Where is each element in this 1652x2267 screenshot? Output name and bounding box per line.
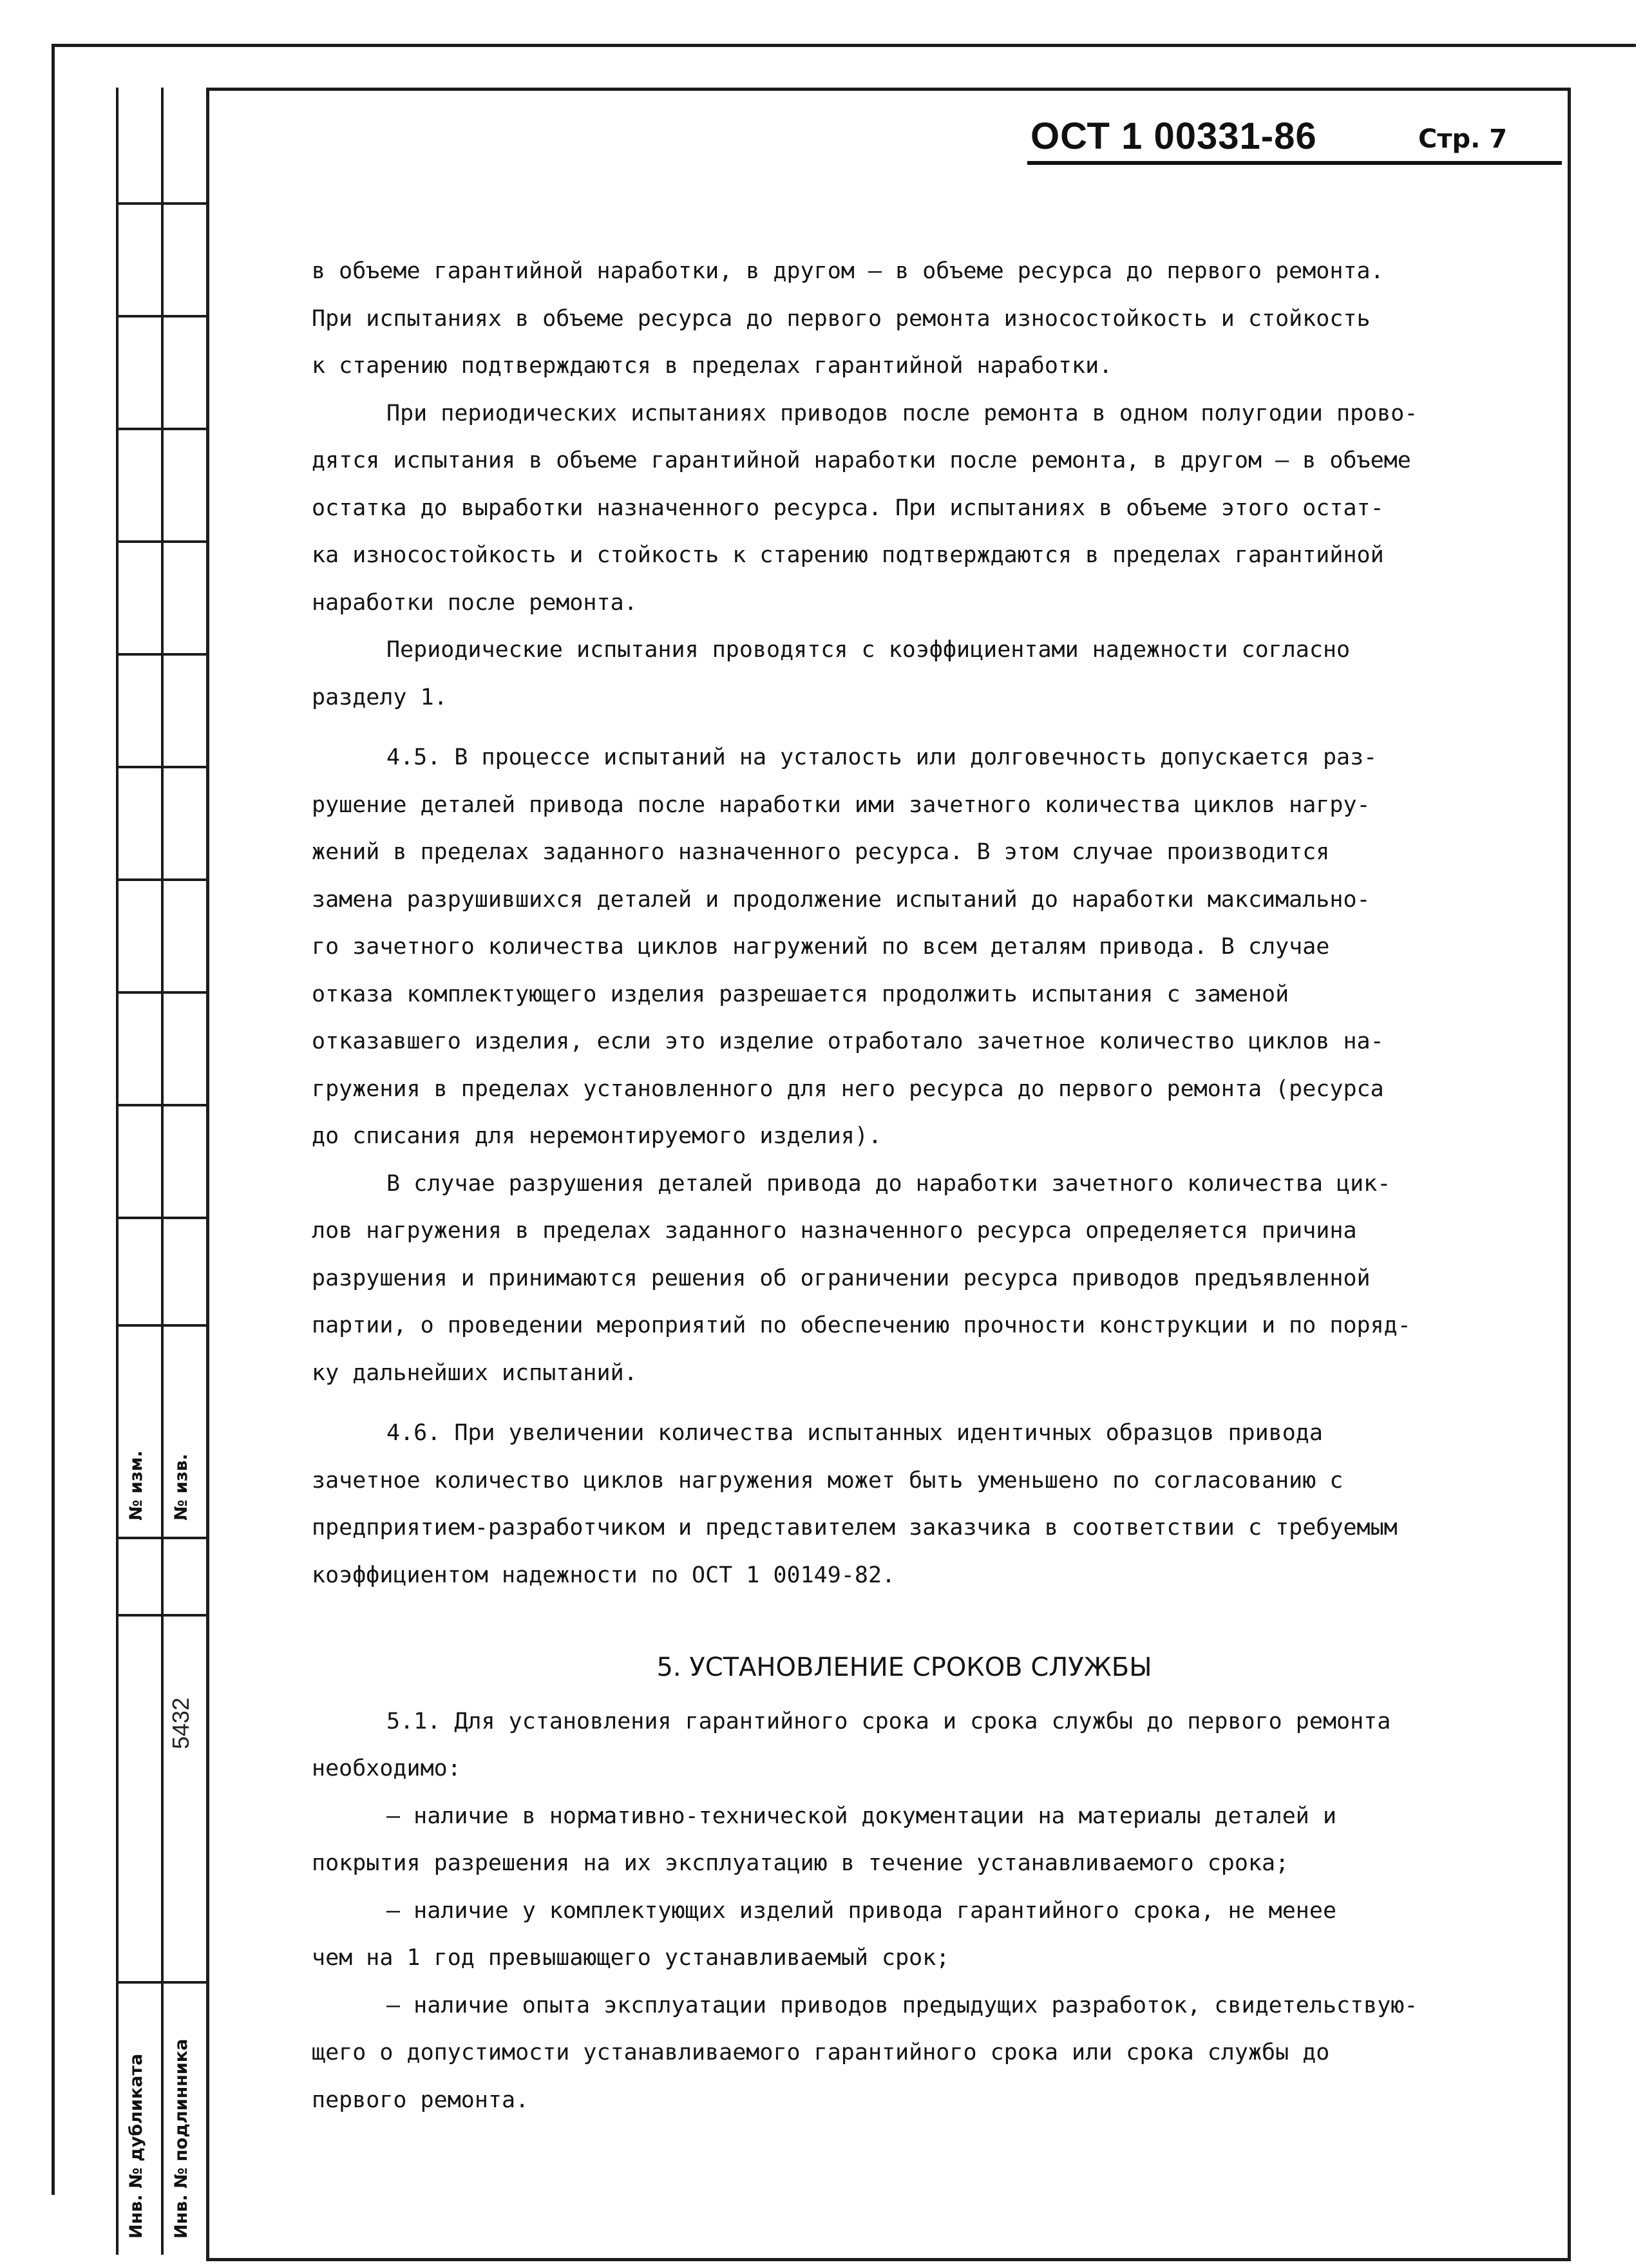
text-line: замена разрушившихся деталей и продолжение испытаний до наработки максимально-	[312, 886, 1371, 913]
section-4-6-start: 4.6. При увеличении количества испытанных идентичных образцов привода	[386, 1420, 1323, 1446]
text-line: отказа комплектующего изделия разрешается продолжить испытания с заменой	[312, 981, 1289, 1007]
text-line: В случае разрушения деталей привода до наработки зачетного количества цик-	[386, 1170, 1391, 1197]
text-line: зачетное количество циклов нагружения может быть уменьшено по согласованию с	[312, 1467, 1343, 1494]
registration-number: 5432	[167, 1697, 194, 1749]
stamp-column-right	[161, 88, 209, 2255]
text-line: ка износостойкость и стойкость к старению подтверждаются в пределах гарантийной	[312, 542, 1384, 568]
text-line: жений в пределах заданного назначенного ресурса. В этом случае производится	[312, 839, 1330, 865]
stamp-divider	[116, 1614, 206, 1617]
text-line: разрушения и принимаются решения об ограничении ресурса приводов предъявленной	[312, 1265, 1371, 1291]
text-line: щего о допустимости устанавливаемого гарантийного срока или срока службы до	[312, 2040, 1330, 2065]
paragraph-gap	[312, 721, 1497, 734]
stamp-divider	[116, 428, 206, 430]
section-5-title: 5. УСТАНОВЛЕНИЕ СРОКОВ СЛУЖБЫ	[656, 1653, 1152, 1682]
stamp-divider	[116, 1217, 206, 1219]
text-line: При испытаниях в объеме ресурса до первого ремонта износостойкость и стойкость	[312, 305, 1371, 332]
stamp-divider	[116, 202, 206, 205]
text-line: покрытия разрешения на их эксплуатацию в течение устанавливаемого срока;	[312, 1850, 1289, 1876]
text-line: наработки после ремонта.	[312, 589, 638, 616]
document-body	[312, 248, 1497, 2124]
section-5-1-start: 5.1. Для установления гарантийного срока и срока службы до первого ремонта	[386, 1708, 1391, 1734]
text-line: лов нагружения в пределах заданного назначенного ресурса определяется причина	[312, 1218, 1357, 1244]
stamp-divider	[116, 1981, 206, 1984]
text-line: разделу 1.	[312, 684, 448, 710]
stamp-divider	[116, 315, 206, 318]
text-line: первого ремонта.	[312, 2087, 529, 2113]
stamp-divider	[116, 878, 206, 881]
text-line: необходимо:	[312, 1756, 461, 1781]
paragraph-gap	[312, 1397, 1497, 1410]
side-stamp	[116, 88, 206, 2255]
document-code: ОСТ 1 00331-86	[1030, 115, 1317, 157]
text-line: го зачетного количества циклов нагружений по всем деталям привода. В случае	[312, 934, 1330, 960]
outer-frame-top	[52, 44, 1636, 47]
text-line: партии, о проведении мероприятий по обеспечению прочности конструкции и по поряд-	[312, 1313, 1411, 1338]
stamp-divider	[116, 1324, 206, 1327]
list-item: – наличие опыта эксплуатации приводов предыдущих разработок, свидетельствую-	[386, 1992, 1418, 2018]
text-line: рушение деталей привода после наработки ими зачетного количества циклов нагру-	[312, 792, 1371, 818]
text-line: ку дальнейших испытаний.	[312, 1360, 638, 1386]
text-line: к старению подтверждаются в пределах гарантийной наработки.	[312, 353, 1113, 379]
stamp-divider	[116, 540, 206, 543]
stamp-divider	[116, 1104, 206, 1106]
duplicate-inventory-label: Инв. № дубликата	[126, 2053, 146, 2239]
text-line: до списания для неремонтируемого изделия).	[312, 1123, 882, 1149]
text-line: гружения в пределах установленного для него ресурса до первого ремонта (ресурса	[312, 1076, 1384, 1102]
outer-frame-left	[52, 44, 55, 2195]
text-line: в объеме гарантийной наработки, в другом – в объеме ресурса до первого ремонта.	[312, 258, 1384, 284]
text-line: предприятием-разработчиком и представителем заказчика в соответствии с требуемым	[312, 1515, 1398, 1541]
stamp-column-left	[116, 88, 164, 2255]
stamp-divider	[116, 1537, 206, 1539]
text-line: При периодических испытаниях приводов после ремонта в одном полугодии прово-	[386, 400, 1418, 426]
text-line: Периодические испытания проводятся с коэффициентами надежности согласно	[386, 637, 1351, 663]
stamp-divider	[116, 653, 206, 656]
original-inventory-label: Инв. № подлинника	[171, 2038, 191, 2239]
text-line: отказавшего изделия, если это изделие отработало зачетное количество циклов на-	[312, 1029, 1384, 1054]
header-underline	[1027, 161, 1562, 165]
text-line: дятся испытания в объеме гарантийной наработки после ремонта, в другом – в объеме	[312, 448, 1411, 473]
change-number-label: № изм.	[126, 1450, 146, 1521]
section-4-5-start: 4.5. В процессе испытаний на усталость или долговечность допускается раз-	[386, 745, 1378, 770]
notice-number-label: № изв.	[171, 1454, 191, 1521]
list-item: – наличие у комплектующих изделий привода гарантийного срока, не менее	[386, 1897, 1337, 1924]
page-number: Стр. 7	[1418, 124, 1508, 154]
stamp-divider	[116, 766, 206, 768]
text-line: чем на 1 год превышающего устанавливаемый срок;	[312, 1945, 950, 1971]
text-line: остатка до выработки назначенного ресурса. При испытаниях в объеме этого остат-	[312, 495, 1384, 521]
stamp-divider	[116, 991, 206, 994]
text-line: коэффициентом надежности по ОСТ 1 00149-82.	[312, 1562, 896, 1588]
list-item: – наличие в нормативно-технической документации на материалы деталей и	[386, 1803, 1337, 1829]
